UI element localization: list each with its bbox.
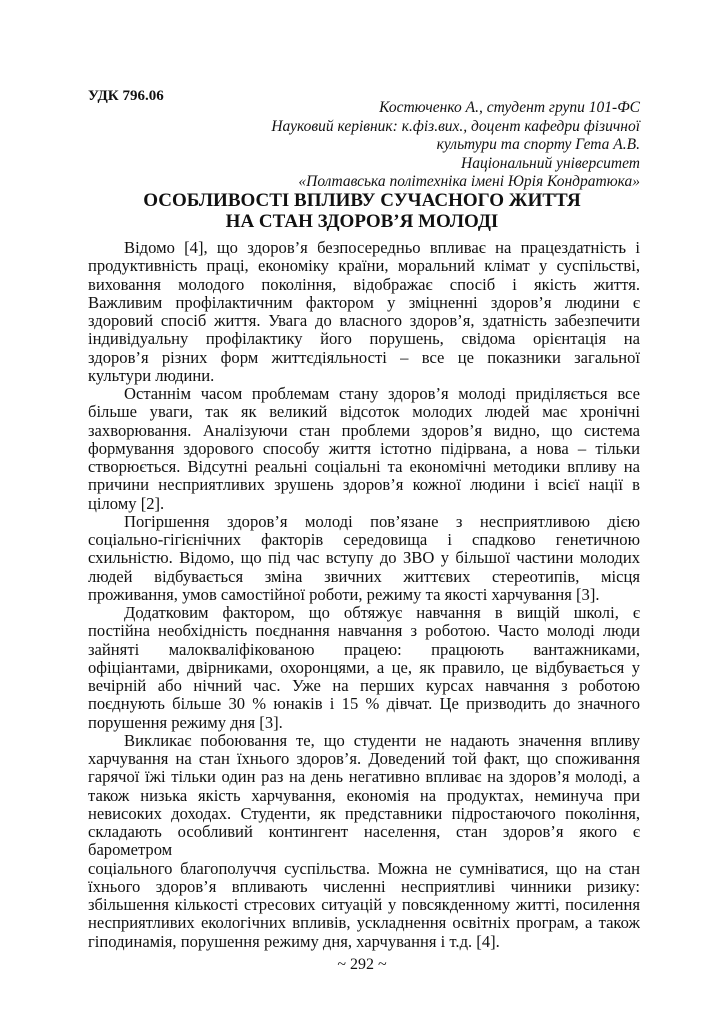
text-line: Додатковим фактором, що обтяжує навчання в вищій школі, є (124, 603, 640, 622)
text-line: схильністю. Відомо, що під час вступу до ЗВО у більшої частини молодих (88, 548, 640, 568)
text-line: соціально-гігієнічних факторів середовища і спадково генетичною (88, 530, 640, 549)
text-line: формування здорового способу життя істотно підірвана, а нова – тільки (88, 438, 640, 458)
paragraph (88, 732, 640, 951)
text-line: соціального благополуччя суспільства. Можна не сумніватися, що на стан (88, 858, 640, 878)
paragraph (88, 239, 640, 385)
text-line: виховання молодого покоління, відображає спосіб і якість життя. (88, 274, 640, 294)
text-line: проживання, умов самостійної роботи, режиму та якості харчування [3]. (88, 584, 600, 604)
text-line: захворювання. Аналізуючи стан проблеми здоров’я видно, що система (88, 420, 640, 440)
text-line: здоров’я різних форм життєдіяльності – все це показники загальної (88, 347, 640, 367)
text-line: більше уваги, так як великий відсоток молодих людей має хронічні (88, 402, 640, 422)
text-line: також низька якість харчування, економія на продуктах, неминуча при (88, 785, 640, 805)
text-line: невисоких доходах. Студенти, як представники підростаючого покоління, (88, 803, 640, 823)
author-line: Костюченко А., студент групи 101-ФС (379, 99, 640, 116)
text-line: постійна необхідність поєднання навчання з роботою. Часто молоді люди (88, 621, 640, 641)
text-line: гарячої їжі тільки один раз на день негативно впливає на здоров’я молоді, а (88, 767, 640, 787)
text-line: продуктивність праці, економіку країни, моральний клімат у суспільстві, (88, 256, 640, 276)
udk-code: УДК 796.06 (88, 88, 164, 104)
text-line: здоровий спосіб життя. Увага до власного здоров’я, здатність забезпечити (88, 311, 640, 330)
paragraph (88, 385, 640, 513)
text-line: людей відбувається зміна звичних життєвих стереотипів, місця (88, 566, 640, 586)
text-line: поєднують більше 30 % юнаків і 15 % дівчат. Це призводить до значного (88, 694, 640, 714)
text-line: їхнього здоров’я впливають численні несприятливі чинники ризику: (88, 876, 640, 896)
text-line: збільшення кількості стресових ситуацій у повсякденному житті, посилення (88, 895, 640, 914)
text-line: створюється. Відсутні реальні соціальні та економічні методики впливу на (88, 457, 640, 476)
text-line: причини несприятливих зрушень здоров’я кожної людини і всієї нації в (88, 475, 640, 495)
text-line: порушення режиму дня [3]. (88, 712, 283, 732)
supervisor-line: культури та спорту Гета А.В. (436, 136, 640, 154)
text-line: офіціантами, двірниками, охоронцями, а це, як правило, це відбувається у (88, 657, 640, 677)
text-line: зайняті малокваліфікованою працею: працюють вантажниками, (88, 639, 640, 659)
page-number: ~ 292 ~ (337, 956, 387, 973)
text-line: вечірній або нічний час. Уже на перших курсах навчання з роботою (88, 676, 640, 695)
text-line: Важливим профілактичним фактором у зміцненні здоров’я людини є (88, 292, 640, 312)
article-title (0, 190, 724, 232)
text-line: Погіршення здоров’я молоді пов’язане з несприятливою дією (124, 511, 640, 531)
author-block (271, 99, 640, 192)
text-line: несприятливих екологічних впливів, ускладнення освітніх програм, а також (88, 913, 640, 933)
text-line: цілому [2]. (88, 493, 165, 513)
article-body (88, 239, 640, 951)
paragraph (88, 604, 640, 732)
text-line: харчування на стан їхнього здоров’я. Доведений той факт, що споживання (88, 749, 640, 768)
paragraph (88, 513, 640, 604)
text-line: культури людини. (88, 365, 215, 385)
title-line: НА СТАН ЗДОРОВ’Я МОЛОДІ (225, 211, 499, 232)
institution-line: «Полтавська політехніка імені Юрія Кондратюка» (298, 173, 640, 191)
institution-line: Національний університет (461, 154, 640, 172)
title-line: ОСОБЛИВОСТІ ВПЛИВУ СУЧАСНОГО ЖИТТЯ (143, 190, 581, 211)
text-line: Останнім часом проблемам стану здоров’я молоді приділяється все (124, 384, 640, 403)
text-line: гіподинамія, порушення режиму дня, харчування і т.д. [4]. (88, 931, 500, 951)
supervisor-line: Науковий керівник: к.фіз.вих., доцент кафедри фізичної (271, 117, 640, 135)
text-line: складають особливий контингент населення, стан здоров’я якого є барометром (88, 822, 640, 860)
text-line: індивідуальну профілактику його порушень, свідома орієнтація на (88, 329, 640, 349)
text-line: Викликає побоювання те, що студенти не надають значення впливу (124, 730, 640, 750)
text-line: Відомо [4], що здоров’я безпосередньо впливає на працездатність і (124, 238, 640, 257)
